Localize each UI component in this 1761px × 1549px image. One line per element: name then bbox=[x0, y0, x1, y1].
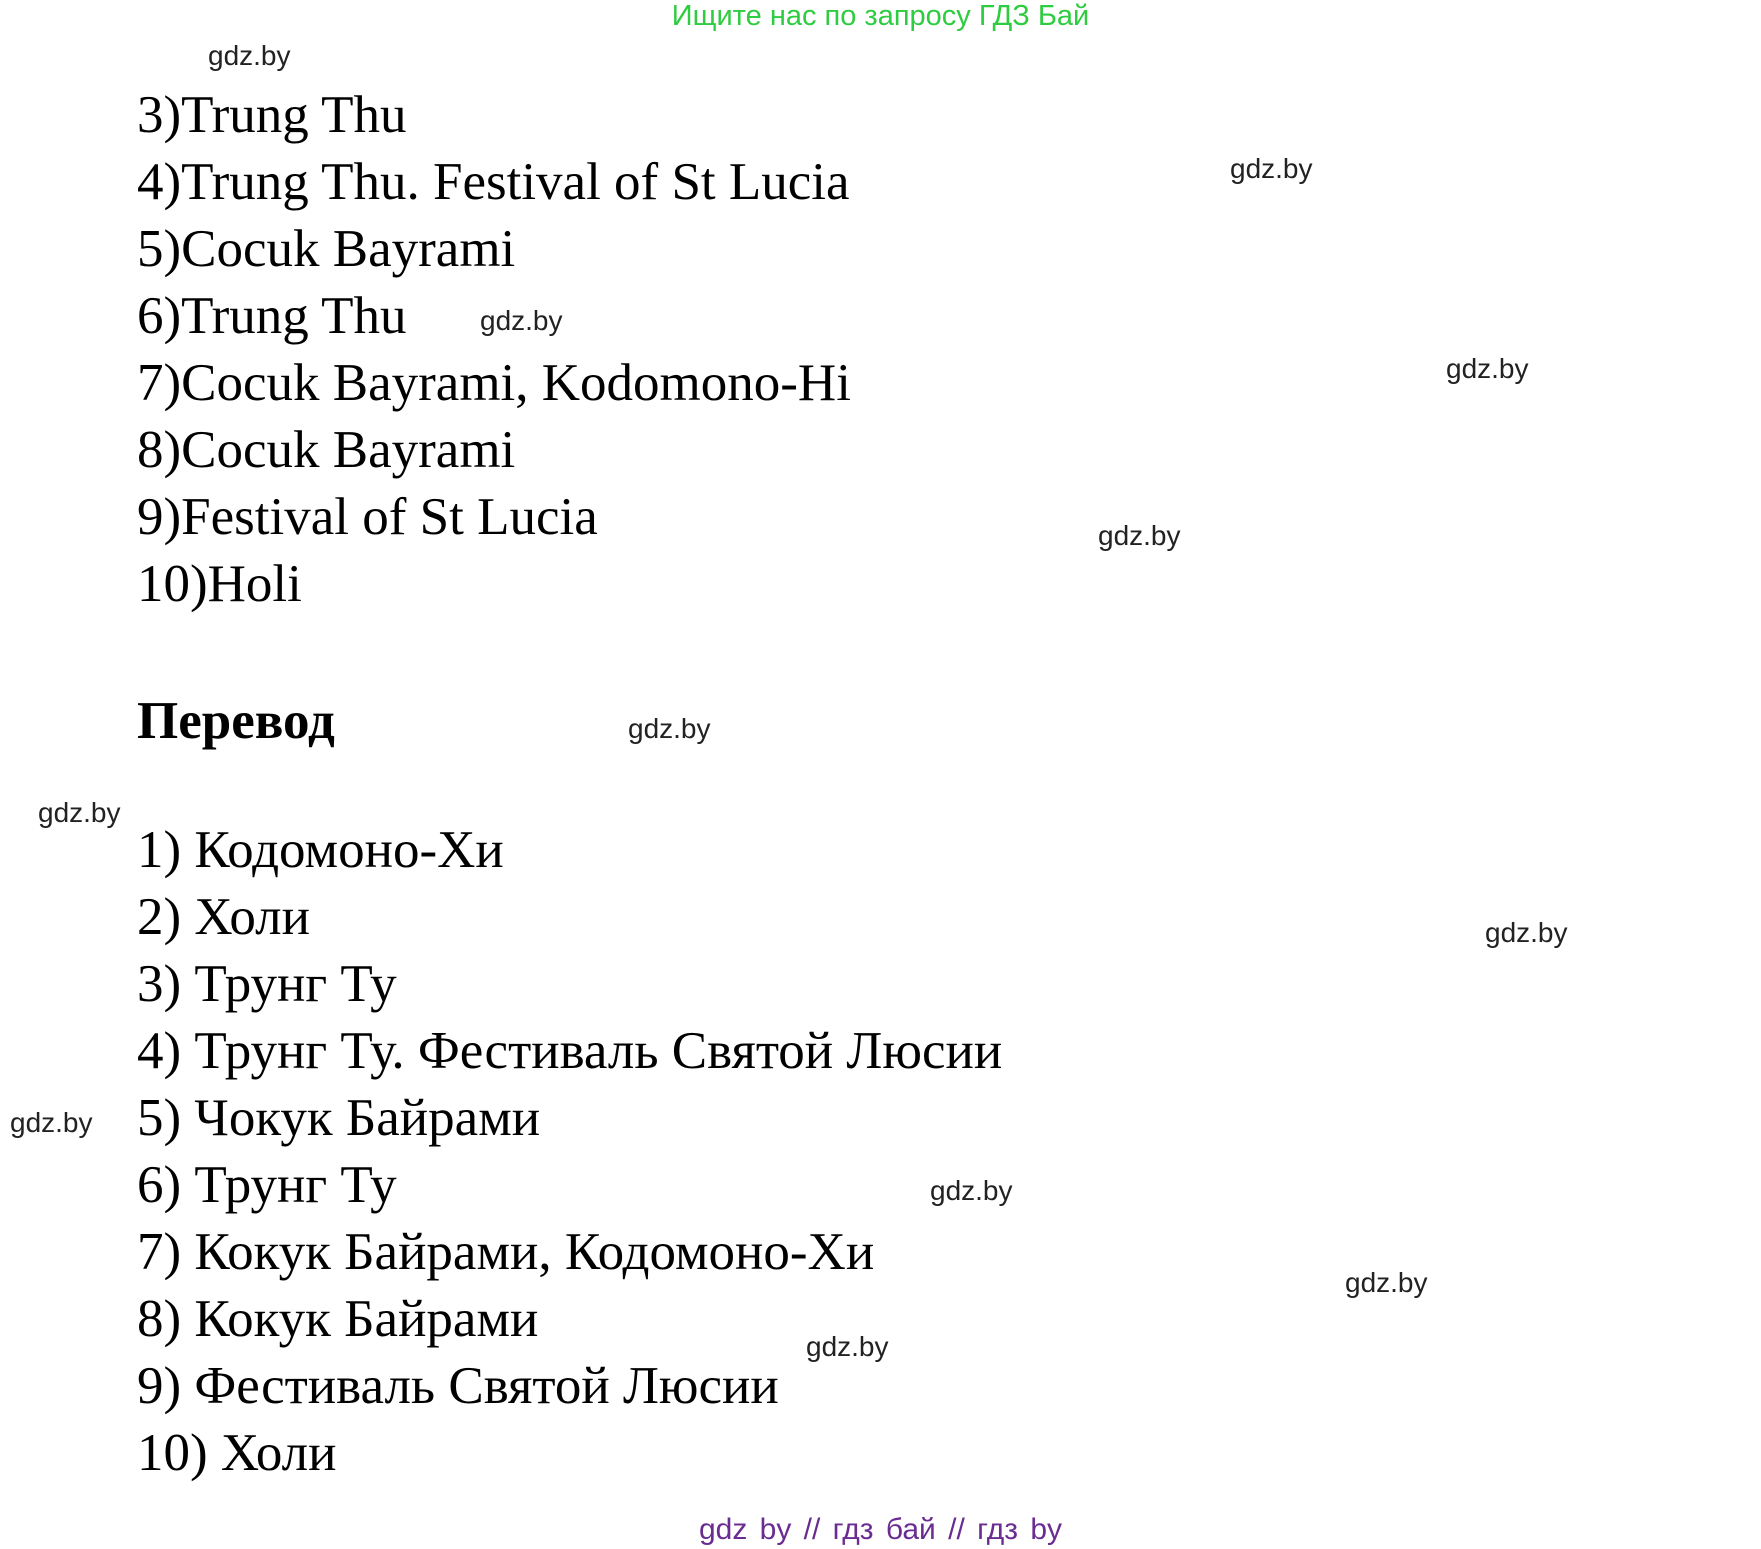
list-item: 7) Кокук Байрами, Кодомоно-Хи bbox=[137, 1223, 875, 1281]
list-item: 4)Trung Thu. Festival of St Lucia bbox=[137, 153, 850, 211]
watermark: gdz.by bbox=[930, 1175, 1013, 1206]
search-banner: Ищите нас по запросу ГДЗ Бай bbox=[671, 0, 1090, 32]
list-item: 9)Festival of St Lucia bbox=[137, 488, 598, 546]
list-item: 8)Cocuk Bayrami bbox=[137, 421, 516, 479]
watermark: gdz.by bbox=[806, 1331, 889, 1362]
watermark: gdz.by bbox=[1446, 353, 1529, 384]
list-item: 6)Trung Thu bbox=[137, 287, 407, 345]
list-item: 1) Кодомоно-Хи bbox=[137, 821, 504, 879]
list-item: 10)Holi bbox=[137, 555, 302, 613]
list-item: 8) Кокук Байрами bbox=[137, 1290, 539, 1348]
list-item: 3) Трунг Ту bbox=[137, 955, 397, 1013]
list-item: 5) Чокук Байрами bbox=[137, 1089, 541, 1147]
watermark: gdz.by bbox=[1230, 153, 1313, 184]
watermark: gdz.by bbox=[208, 40, 291, 71]
list-item: 4) Трунг Ту. Фестиваль Святой Люсии bbox=[137, 1022, 1003, 1080]
list-item: 5)Cocuk Bayrami bbox=[137, 220, 516, 278]
watermark: gdz.by bbox=[38, 797, 121, 828]
list-item: 3)Trung Thu bbox=[137, 86, 407, 144]
list-item: 7)Cocuk Bayrami, Kodomono-Hi bbox=[137, 354, 851, 412]
list-item: 6) Трунг Ту bbox=[137, 1156, 397, 1214]
watermark: gdz.by bbox=[628, 713, 711, 744]
list-item: 10) Холи bbox=[137, 1424, 337, 1482]
watermark: gdz.by bbox=[1345, 1267, 1428, 1298]
watermark: gdz.by bbox=[480, 305, 563, 336]
watermark: gdz.by bbox=[1485, 917, 1568, 948]
list-item: 9) Фестиваль Святой Люсии bbox=[137, 1357, 779, 1415]
translation-heading: Перевод bbox=[137, 692, 335, 750]
list-item: 2) Холи bbox=[137, 888, 310, 946]
watermark: gdz.by bbox=[10, 1107, 93, 1138]
footer-links: gdz by // гдз бай // гдз by bbox=[698, 1513, 1063, 1546]
english-answer-list bbox=[137, 82, 851, 618]
watermark: gdz.by bbox=[1098, 520, 1181, 551]
russian-answer-list bbox=[137, 817, 1002, 1487]
